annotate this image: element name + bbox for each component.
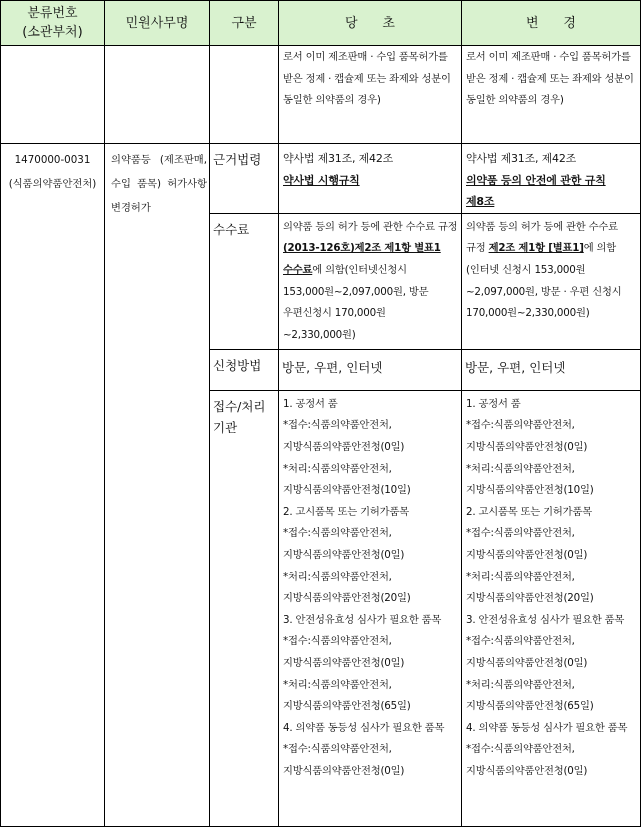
processing-before-cell — [279, 390, 462, 826]
processing-after-line: *접수:식품의약품안전처, 지방식품의약품안전청(0일) — [466, 743, 588, 777]
processing-after-line: *접수:식품의약품안전처, 지방식품의약품안전청(0일) — [466, 527, 588, 561]
fee-label: 수수료 — [213, 221, 250, 237]
continued-row — [1, 46, 641, 144]
fee-after-post: 에 의함(인터넷 신청시 153,000원~2,097,000원, 방문 · 우편 신청시 170,000원~2,330,000원) — [466, 242, 622, 320]
item-code: 1470000-0031 — [14, 154, 91, 166]
processing-before-line: 4. 의약품 동등성 심사가 필요한 품목 — [283, 721, 445, 734]
processing-after-line: 1. 공정서 품 — [466, 397, 521, 410]
header-code-line2: (소관부처) — [22, 25, 83, 40]
item-name: 의약품등 (제조판매, 수입 품목) 허가사항 변경허가 — [111, 154, 207, 214]
legal-basis-before-line1: 약사법 제31조, 제42조 — [283, 152, 394, 165]
fee-after-cell — [462, 213, 641, 349]
processing-before-line: 3. 안전성유효성 심사가 필요한 품목 — [283, 613, 442, 626]
item-code-cell — [1, 144, 105, 827]
processing-before-line: *접수:식품의약품안전처, 지방식품의약품안전청(0일) — [283, 527, 405, 561]
legal-basis-label: 근거법령 — [213, 152, 262, 167]
processing-before-line: *접수:식품의약품안전처, 지방식품의약품안전청(0일) — [283, 743, 405, 777]
header-service-name: 민원사무명 — [105, 1, 210, 46]
processing-before-line: *접수:식품의약품안전처, 지방식품의약품안전청(0일) — [283, 419, 405, 453]
processing-before-line: 2. 고시품목 또는 기허가품목 — [283, 505, 409, 518]
processing-after-cell — [462, 390, 641, 826]
processing-after-line: 4. 의약품 동등성 심사가 필요한 품목 — [466, 721, 628, 734]
legal-basis-after-line1: 약사법 제31조, 제42조 — [466, 152, 577, 165]
header-category: 구분 — [210, 1, 279, 46]
fee-before-bold: (2013-126호)제2조 제1항 별표1 수수료 — [283, 242, 441, 276]
processing-after-line: *접수:식품의약품안전처, 지방식품의약품안전청(0일) — [466, 419, 588, 453]
legal-basis-before-cell — [279, 144, 462, 214]
processing-after-line: *처리:식품의약품안전처, 지방식품의약품안전청(20일) — [466, 570, 594, 605]
fee-before-cell — [279, 213, 462, 349]
processing-after-line: *처리:식품의약품안전처, 지방식품의약품안전청(65일) — [466, 678, 594, 713]
cont-before-cell — [279, 46, 462, 144]
application-after-cell — [462, 349, 641, 390]
header-row — [1, 1, 641, 46]
processing-after-line: *접수:식품의약품안전처, 지방식품의약품안전청(0일) — [466, 635, 588, 669]
cont-after-text: 로서 이미 제조판매 · 수입 품목허가를 받은 정제 · 캡슐제 또는 좌제와 성분이 동일한 의약품의 경우) — [466, 51, 634, 107]
processing-before-line: *처리:식품의약품안전처, 지방식품의약품안전청(10일) — [283, 462, 411, 497]
item-agency: (식품의약품안전처) — [8, 178, 97, 190]
application-after: 방문, 우편, 인터넷 — [465, 359, 566, 375]
processing-after-line: *처리:식품의약품안전처, 지방식품의약품안전청(10일) — [466, 462, 594, 497]
header-code-line1: 분류번호 — [27, 6, 78, 21]
processing-label: 접수/처리기관 — [213, 398, 266, 435]
fee-after-pre: 의약품 등의 허가 등에 관한 수수료 규정 — [466, 220, 618, 255]
application-before: 방문, 우편, 인터넷 — [282, 359, 383, 375]
fee-label-cell — [210, 213, 279, 349]
application-before-cell — [279, 349, 462, 390]
header-before: 당 초 — [279, 1, 462, 46]
header-after: 변 경 — [462, 1, 641, 46]
processing-after-line: 2. 고시품목 또는 기허가품목 — [466, 505, 592, 518]
processing-after-line: 3. 안전성유효성 심사가 필요한 품목 — [466, 613, 625, 626]
cont-name-cell — [105, 46, 210, 144]
fee-after-bold: 제2조 제1항 [별표1] — [488, 242, 584, 255]
application-label-cell — [210, 349, 279, 390]
legal-basis-after-cell — [462, 144, 641, 214]
application-label: 신청방법 — [213, 357, 262, 373]
item-name-cell — [105, 144, 210, 827]
legal-basis-after-line2: 의약품 등의 안전에 관한 규칙 제8조 — [466, 173, 606, 209]
processing-before-line: *처리:식품의약품안전처, 지방식품의약품안전청(20일) — [283, 570, 411, 605]
legal-basis-row — [1, 144, 641, 214]
processing-before-line: 1. 공정서 품 — [283, 397, 338, 410]
legal-basis-label-cell — [210, 144, 279, 214]
cont-before-text: 로서 이미 제조판매 · 수입 품목허가를 받은 정제 · 캡슐제 또는 좌제와 성분이 동일한 의약품의 경우) — [283, 51, 451, 107]
fee-before-post: 에 의함(인터넷신청시 153,000원~2,097,000원, 방문 우편신청시 170,000원~2,330,000원) — [283, 263, 429, 341]
processing-label-cell — [210, 390, 279, 826]
cont-category-cell — [210, 46, 279, 144]
legal-basis-before-line2: 약사법 시행규칙 — [283, 173, 360, 187]
header-code — [1, 1, 105, 46]
processing-before-line: *접수:식품의약품안전처, 지방식품의약품안전청(0일) — [283, 635, 405, 669]
cont-after-cell — [462, 46, 641, 144]
cont-code-cell — [1, 46, 105, 144]
processing-before-line: *처리:식품의약품안전처, 지방식품의약품안전청(65일) — [283, 678, 411, 713]
fee-before-pre: 의약품 등의 허가 등에 관한 수수료 규정 — [283, 220, 458, 233]
